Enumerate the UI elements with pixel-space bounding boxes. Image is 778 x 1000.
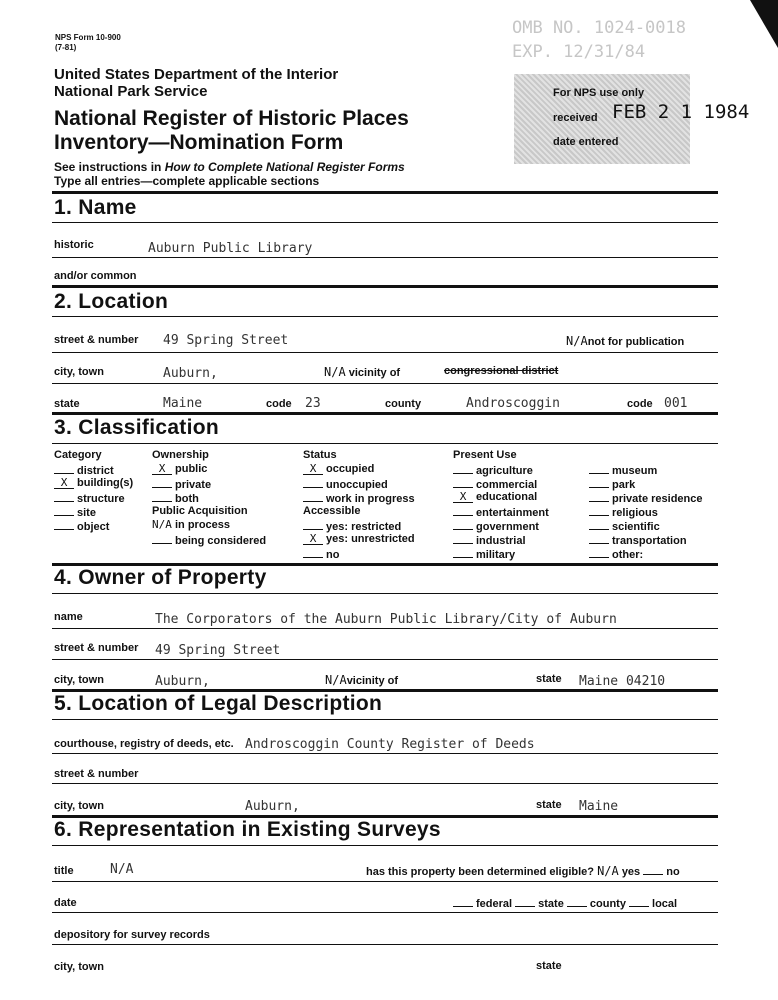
common-label: and/or common: [54, 270, 137, 282]
congressional-district-label: congressional district: [444, 365, 559, 377]
checkbox-mark: [589, 547, 609, 558]
type-entries: Type all entries—complete applicable sections: [54, 174, 320, 188]
accessible-list: [303, 519, 415, 561]
checkbox-mark: [453, 477, 473, 488]
checkbox-item: [152, 463, 211, 477]
rule: [52, 222, 718, 223]
vicinity: [324, 365, 400, 379]
section-6-heading: 6. Representation in Existing Surveys: [54, 818, 441, 841]
owner-street-label: street & number: [54, 642, 139, 654]
checkbox-item: [303, 463, 415, 477]
category-list: [54, 463, 133, 533]
checkbox-item: [54, 505, 133, 519]
county-value: Androscoggin: [466, 396, 560, 411]
checkbox-mark: X: [152, 464, 172, 475]
owner-name-value: The Corporators of the Auburn Public Library/City of Auburn: [155, 612, 617, 627]
form-title-1: National Register of Historic Places: [54, 107, 409, 130]
survey-city-label: city, town: [54, 961, 104, 973]
checkbox-label: industrial: [476, 535, 526, 547]
checkbox-mark: [303, 519, 323, 530]
checkbox-item: [54, 519, 133, 533]
accessible-heading: Accessible: [303, 505, 361, 517]
checkbox-label: scientific: [612, 521, 660, 533]
state-option-label: state: [538, 898, 564, 910]
no-label: no: [666, 866, 680, 878]
rule: [52, 352, 718, 353]
checkbox-item: [453, 477, 549, 491]
service: National Park Service: [54, 83, 208, 100]
checkbox-label: yes: unrestricted: [326, 533, 415, 545]
checkbox-item: [54, 463, 133, 477]
depository-label: depository for survey records: [54, 929, 210, 941]
present-use-list-1: [453, 463, 549, 561]
checkbox-mark: [453, 463, 473, 474]
owner-state-label: state: [536, 673, 562, 685]
status-heading: Status: [303, 449, 337, 461]
checkbox-item: [453, 463, 549, 477]
checkbox-item: [303, 547, 415, 561]
state-blank: [515, 896, 535, 907]
owner-name-label: name: [54, 611, 83, 623]
rule: [52, 719, 718, 720]
public-acquisition-heading: Public Acquisition: [152, 505, 248, 517]
corner-mark: [750, 0, 778, 48]
rule: [52, 659, 718, 660]
rule: [52, 912, 718, 913]
checkbox-item: [589, 463, 703, 477]
section-3-heading: 3. Classification: [54, 416, 219, 439]
city-value: Auburn,: [163, 366, 218, 381]
checkbox-item: [303, 533, 415, 547]
checkbox-mark: [453, 533, 473, 544]
owner-vicinity: [325, 673, 398, 687]
owner-vicinity-label: vicinity of: [346, 675, 399, 687]
rule: [52, 753, 718, 754]
form-title-2: Inventory—Nomination Form: [54, 131, 344, 154]
eligible-mark: N/A: [597, 864, 619, 878]
checkbox-label: object: [77, 521, 110, 533]
checkbox-mark: [589, 533, 609, 544]
checkbox-item: [152, 477, 211, 491]
checkbox-label: educational: [476, 491, 538, 503]
rule: [52, 783, 718, 784]
checkbox-mark: [589, 519, 609, 530]
eligible-question: [366, 864, 680, 878]
nps-use-only: For NPS use only: [553, 87, 645, 99]
date-entered-label: date entered: [553, 136, 619, 148]
checkbox-item: [453, 491, 549, 505]
rule: [52, 628, 718, 629]
status-list: [303, 463, 415, 505]
checkbox-label: public: [175, 463, 208, 475]
county-blank: [567, 896, 587, 907]
checkbox-item: [152, 519, 266, 533]
local-option-label: local: [652, 898, 678, 910]
section-4-heading: 4. Owner of Property: [54, 566, 267, 589]
survey-levels: [453, 896, 677, 910]
rule: [52, 316, 718, 317]
nfp: [566, 334, 684, 348]
survey-date-label: date: [54, 897, 77, 909]
state-value: Maine: [163, 396, 203, 411]
category-heading: Category: [54, 449, 102, 461]
vicinity-label: vicinity of: [348, 367, 401, 379]
checkbox-item: [303, 477, 415, 491]
checkbox-label: yes: restricted: [326, 521, 402, 533]
omb-number: OMB NO. 1024-0018: [512, 18, 686, 38]
checkbox-mark: X: [453, 492, 473, 503]
street-value: 49 Spring Street: [163, 333, 289, 348]
vicinity-mark: N/A: [324, 365, 346, 379]
received-stamp: FEB 2 1 1984: [612, 101, 750, 123]
checkbox-item: [453, 533, 549, 547]
historic-value: Auburn Public Library: [148, 241, 313, 256]
owner-street-value: 49 Spring Street: [155, 643, 281, 658]
checkbox-label: religious: [612, 507, 658, 519]
checkbox-item: [152, 491, 211, 505]
checkbox-mark: X: [303, 464, 323, 475]
checkbox-label: no: [326, 549, 340, 561]
checkbox-item: [589, 519, 703, 533]
checkbox-item: [589, 547, 703, 561]
checkbox-label: private: [175, 479, 212, 491]
checkbox-mark: [303, 491, 323, 502]
checkbox-label: both: [175, 493, 199, 505]
rule: [52, 944, 718, 945]
checkbox-mark: [453, 519, 473, 530]
no-blank: [643, 864, 663, 875]
rule: [52, 412, 718, 415]
checkbox-item: [589, 533, 703, 547]
received-label: received: [553, 112, 598, 124]
checkbox-item: [589, 477, 703, 491]
legal-state-label: state: [536, 799, 562, 811]
form-number: NPS Form 10-900: [55, 33, 121, 42]
checkbox-mark: X: [54, 478, 74, 489]
local-blank: [629, 896, 649, 907]
checkbox-mark: [453, 505, 473, 516]
owner-city-label: city, town: [54, 674, 104, 686]
legal-city-value: Auburn,: [245, 799, 300, 814]
section-1-heading: 1. Name: [54, 196, 137, 219]
checkbox-label: structure: [77, 493, 125, 505]
checkbox-mark: N/A: [152, 518, 172, 531]
checkbox-mark: [152, 491, 172, 502]
checkbox-label: unoccupied: [326, 479, 388, 491]
yes-label: yes: [621, 866, 641, 878]
checkbox-mark: [54, 519, 74, 530]
checkbox-label: occupied: [326, 463, 375, 475]
eligible-label: has this property been determined eligible?: [366, 866, 594, 878]
checkbox-label: other:: [612, 549, 644, 561]
owner-city-value: Auburn,: [155, 674, 210, 689]
courthouse-value: Androscoggin County Register of Deeds: [245, 737, 535, 752]
checkbox-label: entertainment: [476, 507, 549, 519]
rule: [52, 593, 718, 594]
checkbox-label: military: [476, 549, 516, 561]
checkbox-item: [589, 505, 703, 519]
checkbox-label: commercial: [476, 479, 538, 491]
ownership-list: [152, 463, 211, 505]
present-use-heading: Present Use: [453, 449, 517, 461]
checkbox-mark: [152, 533, 172, 544]
checkbox-label: private residence: [612, 493, 703, 505]
survey-state-label: state: [536, 960, 562, 972]
city-label: city, town: [54, 366, 104, 378]
owner-vicinity-mark: N/A: [325, 673, 347, 687]
checkbox-mark: [54, 505, 74, 516]
survey-title-label: title: [54, 865, 74, 877]
rule: [52, 285, 718, 288]
federal-blank: [453, 896, 473, 907]
owner-state-value: Maine 04210: [579, 674, 666, 689]
checkbox-mark: X: [303, 534, 323, 545]
checkbox-label: transportation: [612, 535, 687, 547]
rule: [52, 443, 718, 444]
checkbox-mark: [589, 477, 609, 488]
legal-street-label: street & number: [54, 768, 139, 780]
historic-label: historic: [54, 239, 94, 251]
checkbox-item: [152, 533, 266, 547]
checkbox-label: agriculture: [476, 465, 533, 477]
county-code-label: code: [627, 398, 653, 410]
checkbox-mark: [453, 547, 473, 558]
checkbox-label: museum: [612, 465, 658, 477]
checkbox-mark: [54, 463, 74, 474]
nfp-mark: N/A: [566, 334, 588, 348]
checkbox-label: government: [476, 521, 539, 533]
checkbox-item: [54, 491, 133, 505]
nfp-label: not for publication: [587, 336, 685, 348]
checkbox-label: being considered: [175, 535, 267, 547]
legal-state-value: Maine: [579, 799, 619, 814]
legal-city-label: city, town: [54, 800, 104, 812]
checkbox-item: [453, 519, 549, 533]
rule: [52, 383, 718, 384]
checkbox-label: in process: [175, 519, 231, 531]
county-option-label: county: [589, 898, 626, 910]
checkbox-mark: [303, 477, 323, 488]
department: United States Department of the Interior: [54, 66, 339, 83]
checkbox-mark: [589, 463, 609, 474]
checkbox-item: [453, 547, 549, 561]
checkbox-item: [453, 505, 549, 519]
state-label: state: [54, 398, 80, 410]
courthouse-label: courthouse, registry of deeds, etc.: [54, 738, 234, 750]
checkbox-label: building(s): [77, 477, 134, 489]
expiration: EXP. 12/31/84: [512, 42, 646, 62]
checkbox-label: site: [77, 507, 96, 519]
checkbox-label: park: [612, 479, 636, 491]
state-code-value: 23: [305, 396, 321, 411]
checkbox-item: [589, 491, 703, 505]
county-label: county: [385, 398, 422, 410]
checkbox-mark: [589, 505, 609, 516]
form-date: (7-81): [55, 43, 77, 52]
county-code-value: 001: [664, 396, 688, 411]
checkbox-item: [303, 519, 415, 533]
section-2-heading: 2. Location: [54, 290, 169, 313]
state-code-label: code: [266, 398, 292, 410]
checkbox-mark: [303, 547, 323, 558]
checkbox-label: district: [77, 465, 114, 477]
present-use-list-2: [589, 463, 703, 561]
checkbox-item: [54, 477, 133, 491]
federal-label: federal: [476, 898, 513, 910]
checkbox-item: [303, 491, 415, 505]
instructions-text: See instructions in: [54, 160, 165, 174]
street-label: street & number: [54, 334, 139, 346]
survey-title-value: N/A: [110, 862, 134, 877]
rule: [52, 881, 718, 882]
ownership-heading: Ownership: [152, 449, 209, 461]
checkbox-mark: [589, 491, 609, 502]
public-acquisition-list: [152, 519, 266, 547]
checkbox-mark: [54, 491, 74, 502]
checkbox-label: work in progress: [326, 493, 415, 505]
rule: [52, 257, 718, 258]
checkbox-mark: [152, 477, 172, 488]
rule: [52, 191, 718, 194]
instructions: [54, 160, 405, 174]
section-5-heading: 5. Location of Legal Description: [54, 692, 383, 715]
instructions-title: How to Complete National Register Forms: [164, 160, 405, 174]
rule: [52, 845, 718, 846]
